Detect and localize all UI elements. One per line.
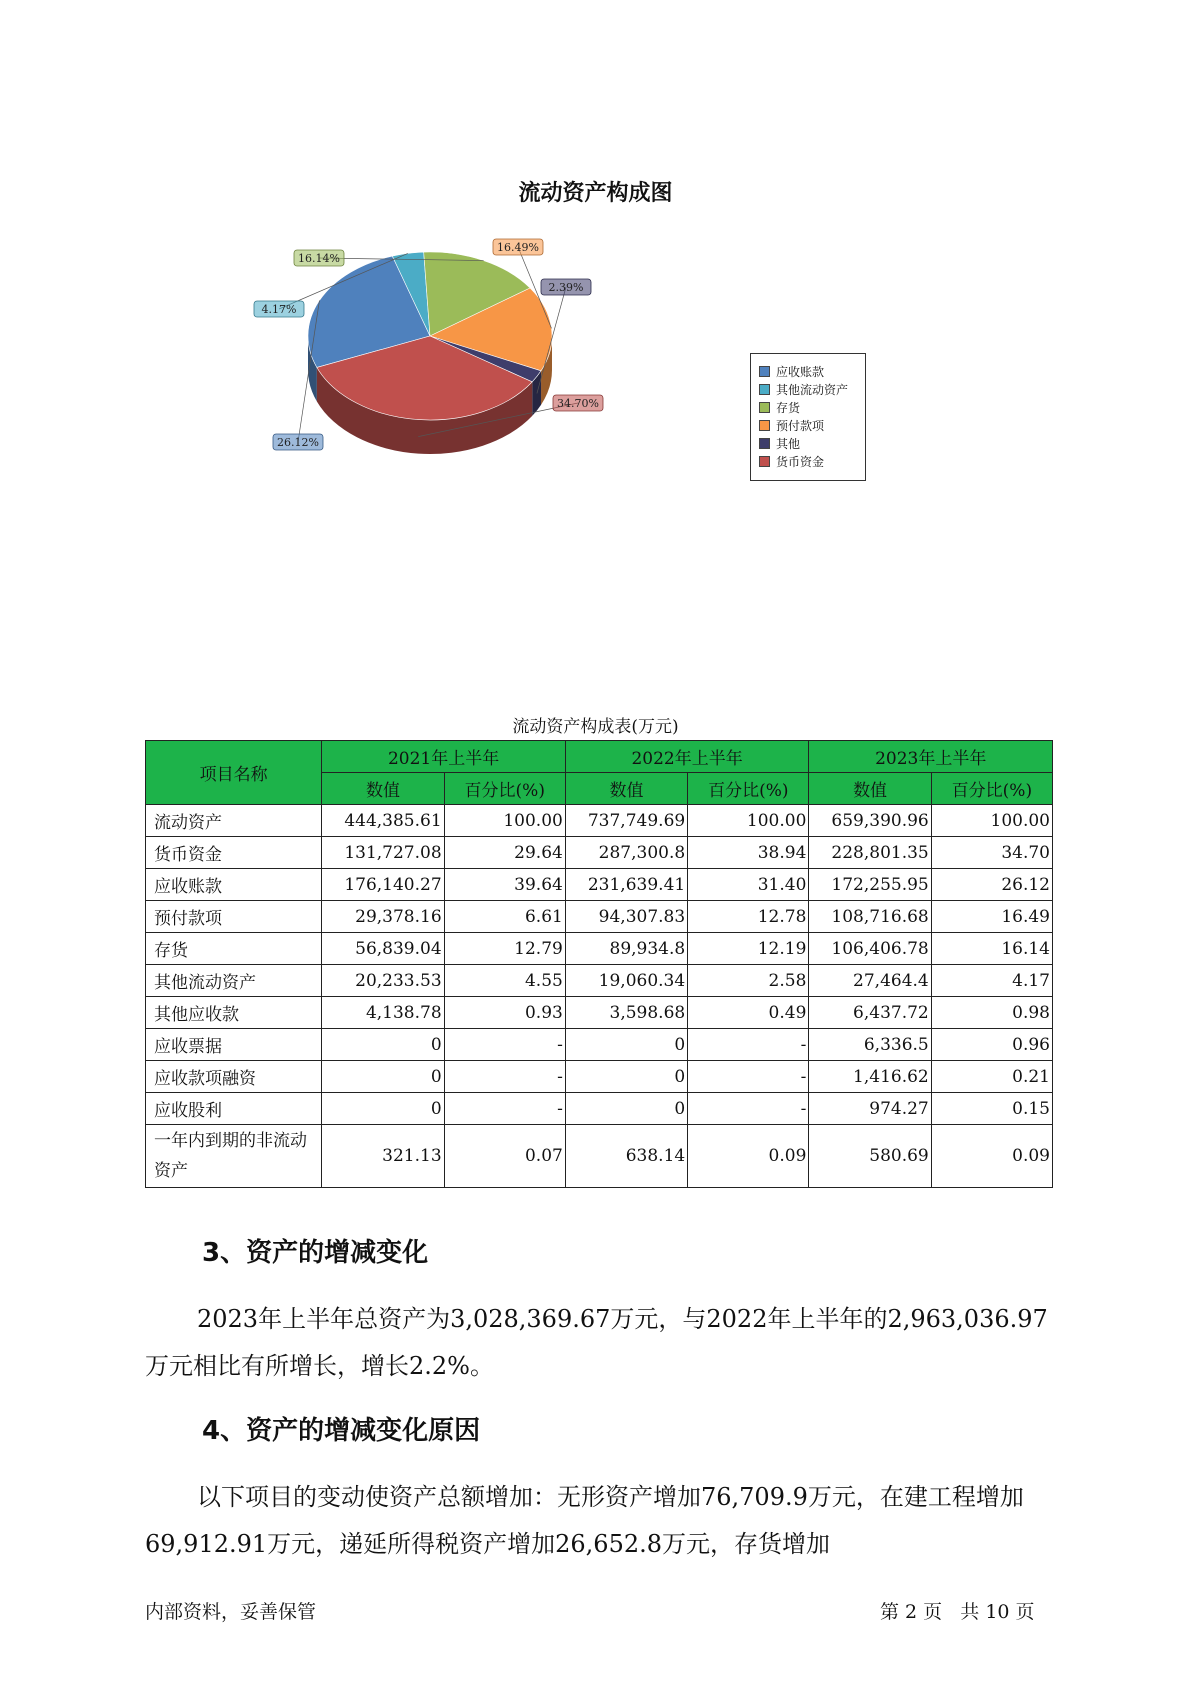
cell-percent: 31.40 xyxy=(688,869,809,901)
row-name: 应收账款 xyxy=(146,869,322,901)
subheader-value: 数值 xyxy=(322,773,444,805)
subheader-percent: 百分比(%) xyxy=(444,773,565,805)
legend-label: 预付款项 xyxy=(776,418,825,433)
subheader-percent: 百分比(%) xyxy=(931,773,1052,805)
legend-swatch xyxy=(759,384,770,395)
cell-percent: 38.94 xyxy=(688,837,809,869)
cell-percent: 0.98 xyxy=(931,997,1052,1029)
pie-data-label: 2.39% xyxy=(548,281,584,294)
legend-entry xyxy=(759,416,865,434)
header-period-2023: 2023年上半年 xyxy=(809,741,1053,773)
table-row xyxy=(146,869,1053,901)
legend-swatch xyxy=(759,456,770,467)
cell-value: 172,255.95 xyxy=(809,869,931,901)
cell-value: 0 xyxy=(322,1061,444,1093)
table-header-row xyxy=(146,741,1053,773)
cell-percent: 12.79 xyxy=(444,933,565,965)
row-name: 货币资金 xyxy=(146,837,322,869)
legend-label: 其他 xyxy=(776,436,801,451)
cell-value: 1,416.62 xyxy=(809,1061,931,1093)
row-name: 应收款项融资 xyxy=(146,1061,322,1093)
cell-value: 580.69 xyxy=(809,1125,931,1188)
cell-value: 89,934.8 xyxy=(565,933,687,965)
cell-percent: - xyxy=(444,1029,565,1061)
cell-percent: - xyxy=(444,1061,565,1093)
cell-percent: 26.12 xyxy=(931,869,1052,901)
chart-title: 流动资产构成图 xyxy=(518,181,673,206)
section-4-heading: 4、资产的增减变化原因 xyxy=(202,1416,481,1446)
table-row xyxy=(146,997,1053,1029)
cell-value: 176,140.27 xyxy=(322,869,444,901)
cell-value: 0 xyxy=(565,1061,687,1093)
cell-percent: 4.55 xyxy=(444,965,565,997)
cell-percent: 0.15 xyxy=(931,1093,1052,1125)
legend-swatch xyxy=(759,420,770,431)
legend-swatch xyxy=(759,366,770,377)
row-name: 其他应收款 xyxy=(146,997,322,1029)
cell-percent: 4.17 xyxy=(931,965,1052,997)
current-assets-table xyxy=(145,740,1053,1188)
cell-percent: 16.49 xyxy=(931,901,1052,933)
cell-percent: 0.93 xyxy=(444,997,565,1029)
cell-percent: 0.07 xyxy=(444,1125,565,1188)
row-name: 一年内到期的非流动资产 xyxy=(146,1125,322,1188)
legend-entry xyxy=(759,452,865,470)
cell-value: 0 xyxy=(322,1029,444,1061)
cell-value: 29,378.16 xyxy=(322,901,444,933)
legend-entry xyxy=(759,398,865,416)
cell-percent: 16.14 xyxy=(931,933,1052,965)
cell-value: 287,300.8 xyxy=(565,837,687,869)
cell-value: 94,307.83 xyxy=(565,901,687,933)
cell-percent: 12.78 xyxy=(688,901,809,933)
cell-percent: 0.09 xyxy=(688,1125,809,1188)
cell-percent: 0.21 xyxy=(931,1061,1052,1093)
row-name: 其他流动资产 xyxy=(146,965,322,997)
cell-value: 108,716.68 xyxy=(809,901,931,933)
cell-percent: - xyxy=(444,1093,565,1125)
cell-percent: 34.70 xyxy=(931,837,1052,869)
section-3-heading: 3、资产的增减变化 xyxy=(202,1238,429,1268)
cell-value: 321.13 xyxy=(322,1125,444,1188)
cell-value: 638.14 xyxy=(565,1125,687,1188)
cell-percent: - xyxy=(688,1029,809,1061)
section-3-text: 2023年上半年总资产为3,028,369.67万元，与2022年上半年的2,963,036.97万元相比有所增长，增长2.2%。 xyxy=(145,1305,1048,1380)
legend-entry xyxy=(759,362,865,380)
row-name: 预付款项 xyxy=(146,901,322,933)
cell-value: 659,390.96 xyxy=(809,805,931,837)
table-row xyxy=(146,1029,1053,1061)
legend-label: 其他流动资产 xyxy=(776,382,849,397)
subheader-value: 数值 xyxy=(565,773,687,805)
row-name: 应收股利 xyxy=(146,1093,322,1125)
cell-value: 0 xyxy=(322,1093,444,1125)
cell-percent: 100.00 xyxy=(931,805,1052,837)
cell-value: 19,060.34 xyxy=(565,965,687,997)
cell-value: 3,598.68 xyxy=(565,997,687,1029)
subheader-percent: 百分比(%) xyxy=(688,773,809,805)
cell-value: 6,437.72 xyxy=(809,997,931,1029)
footer-page-number: 第 2 页 共 10 页 xyxy=(880,1601,1035,1623)
cell-value: 0 xyxy=(565,1093,687,1125)
cell-value: 56,839.04 xyxy=(322,933,444,965)
cell-value: 737,749.69 xyxy=(565,805,687,837)
legend-swatch xyxy=(759,438,770,449)
cell-percent: 0.49 xyxy=(688,997,809,1029)
pie-data-label: 34.70% xyxy=(557,397,599,410)
cell-percent: 39.64 xyxy=(444,869,565,901)
header-item-name: 项目名称 xyxy=(146,741,322,805)
header-period-2021: 2021年上半年 xyxy=(322,741,566,773)
cell-percent: - xyxy=(688,1061,809,1093)
legend-label: 货币资金 xyxy=(776,454,825,469)
legend-label: 存货 xyxy=(776,400,801,415)
table-row xyxy=(146,1061,1053,1093)
legend-entry xyxy=(759,380,865,398)
cell-value: 20,233.53 xyxy=(322,965,444,997)
legend-entry xyxy=(759,434,865,452)
legend-swatch xyxy=(759,402,770,413)
row-name: 流动资产 xyxy=(146,805,322,837)
cell-value: 228,801.35 xyxy=(809,837,931,869)
legend-label: 应收账款 xyxy=(776,364,825,379)
cell-percent: 12.19 xyxy=(688,933,809,965)
footer-confidential-note: 内部资料，妥善保管 xyxy=(145,1601,317,1623)
table-row xyxy=(146,933,1053,965)
cell-value: 27,464.4 xyxy=(809,965,931,997)
cell-value: 444,385.61 xyxy=(322,805,444,837)
cell-value: 106,406.78 xyxy=(809,933,931,965)
table-row xyxy=(146,1093,1053,1125)
chart-legend xyxy=(750,353,866,481)
cell-value: 6,336.5 xyxy=(809,1029,931,1061)
pie-data-label: 16.49% xyxy=(497,241,539,254)
row-name: 应收票据 xyxy=(146,1029,322,1061)
table-row xyxy=(146,1125,1053,1188)
cell-percent: 0.96 xyxy=(931,1029,1052,1061)
row-name: 存货 xyxy=(146,933,322,965)
cell-percent: 100.00 xyxy=(688,805,809,837)
table-row xyxy=(146,805,1053,837)
cell-percent: 29.64 xyxy=(444,837,565,869)
cell-value: 4,138.78 xyxy=(322,997,444,1029)
pie-data-label: 16.14% xyxy=(298,252,340,265)
subheader-value: 数值 xyxy=(809,773,931,805)
table-row xyxy=(146,901,1053,933)
cell-percent: 6.61 xyxy=(444,901,565,933)
cell-value: 0 xyxy=(565,1029,687,1061)
cell-percent: 0.09 xyxy=(931,1125,1052,1188)
cell-percent: 100.00 xyxy=(444,805,565,837)
header-period-2022: 2022年上半年 xyxy=(565,741,809,773)
section-4-text: 以下项目的变动使资产总额增加：无形资产增加76,709.9万元，在建工程增加69,912.91万元，递延所得税资产增加26,652.8万元，存货增加 xyxy=(145,1483,1024,1558)
cell-percent: 2.58 xyxy=(688,965,809,997)
cell-value: 131,727.08 xyxy=(322,837,444,869)
pie-chart xyxy=(230,228,630,478)
table-row xyxy=(146,965,1053,997)
cell-value: 231,639.41 xyxy=(565,869,687,901)
table-caption: 流动资产构成表(万元) xyxy=(512,717,679,737)
pie-data-label: 26.12% xyxy=(277,436,319,449)
cell-value: 974.27 xyxy=(809,1093,931,1125)
table-row xyxy=(146,837,1053,869)
pie-data-label: 4.17% xyxy=(261,303,297,316)
cell-percent: - xyxy=(688,1093,809,1125)
